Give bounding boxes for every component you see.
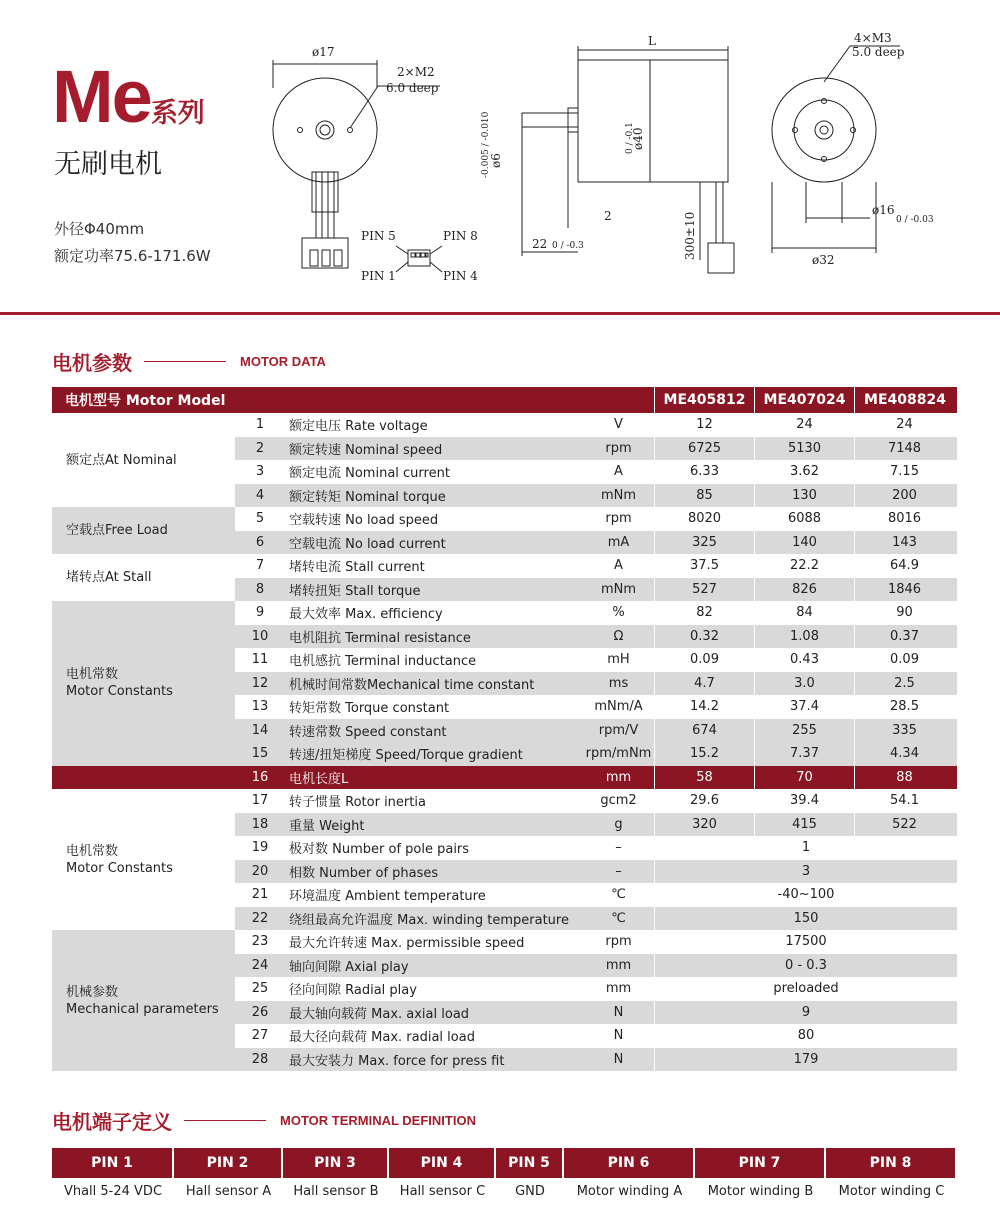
row-value: 88 <box>854 766 954 790</box>
row-parameter: 绕组最高允许温度 Max. winding temperature <box>289 912 569 928</box>
table-row <box>52 766 957 790</box>
row-value: 85 <box>654 484 754 508</box>
row-value: 82 <box>654 601 754 625</box>
row-value-shared: preloaded <box>654 977 957 1001</box>
shaft-tol-label: -0.005 / -0.010 <box>481 111 491 178</box>
table-row <box>235 695 957 719</box>
logo-main: Me <box>52 55 151 138</box>
row-value-shared: 3 <box>654 860 957 884</box>
row-value: 143 <box>854 531 954 555</box>
pin-label: PIN 7 <box>695 1148 826 1178</box>
pin-label: PIN 3 <box>283 1148 389 1178</box>
row-value: 0.37 <box>854 625 954 649</box>
rear-depth-label: 5.0 deep <box>852 45 905 59</box>
row-number: 11 <box>251 652 269 668</box>
table-header <box>52 387 957 413</box>
row-value: 8020 <box>654 507 754 531</box>
row-value: 0.43 <box>754 648 854 672</box>
row-unit: g <box>614 816 623 832</box>
row-value: 70 <box>754 766 854 790</box>
table-body <box>52 413 957 1071</box>
row-value: 415 <box>754 813 854 837</box>
row-parameter: 电机长度L <box>289 771 349 787</box>
row-value: 0.09 <box>854 648 954 672</box>
row-number: 19 <box>251 840 269 856</box>
pin-column <box>564 1148 695 1204</box>
row-number: 18 <box>251 816 269 832</box>
table-row <box>235 860 957 884</box>
row-value: 54.1 <box>854 789 954 813</box>
pin-column <box>283 1148 389 1204</box>
row-parameter: 最大轴向载荷 Max. axial load <box>289 1006 470 1022</box>
row-unit: gcm2 <box>600 793 637 809</box>
row-value: 37.4 <box>754 695 854 719</box>
pin-function: Hall sensor A <box>185 1183 272 1199</box>
row-value: 325 <box>654 531 754 555</box>
pin-label: PIN 1 <box>52 1148 174 1178</box>
row-value-shared: 0 - 0.3 <box>654 954 957 978</box>
row-parameter: 转速常数 Speed constant <box>289 724 447 740</box>
row-group-label: 额定点At Nominal <box>66 452 177 468</box>
row-group-label: 电机常数 Motor Constants <box>66 843 173 876</box>
pin-function: Hall sensor B <box>293 1183 379 1199</box>
row-number: 17 <box>251 793 269 809</box>
row-value: 200 <box>854 484 954 508</box>
row-parameter: 额定转速 Nominal speed <box>289 442 443 458</box>
pin5-label: PIN 5 <box>361 229 396 243</box>
pin-function: Vhall 5-24 VDC <box>63 1183 163 1199</box>
row-value: 6088 <box>754 507 854 531</box>
row-unit: rpm/mNm <box>585 746 652 762</box>
pin-function: Hall sensor C <box>399 1183 486 1199</box>
row-number: 16 <box>251 769 269 785</box>
row-number: 6 <box>255 534 265 550</box>
table-row <box>235 578 957 602</box>
rear-boss-tol-label: 0 / -0.03 <box>896 215 934 225</box>
logo-suffix: 系列 <box>150 98 205 129</box>
row-value-shared: 150 <box>654 907 957 931</box>
row-number: 3 <box>255 464 265 480</box>
row-number: 25 <box>251 981 269 997</box>
row-parameter: 机械时间常数Mechanical time constant <box>289 677 535 693</box>
motor-data-heading <box>52 347 326 376</box>
row-parameter: 最大允许转速 Max. permissible speed <box>289 936 525 952</box>
row-value: 527 <box>654 578 754 602</box>
pin-column <box>826 1148 957 1204</box>
shaft-dia-label: ø6 <box>489 153 503 168</box>
row-number: 24 <box>251 957 269 973</box>
row-unit: rpm <box>605 934 632 950</box>
row-parameter: 极对数 Number of pole pairs <box>289 842 470 858</box>
row-parameter: 转子惯量 Rotor inertia <box>289 795 426 811</box>
motor-data-title-en: MOTOR DATA <box>240 354 326 369</box>
row-parameter: 径向间隙 Radial play <box>289 983 417 999</box>
row-value: 1846 <box>854 578 954 602</box>
body-dia-label: ø40 <box>631 127 645 150</box>
pin1-label: PIN 1 <box>361 269 396 283</box>
heading-rule <box>184 1120 266 1121</box>
row-parameter: 最大效率 Max. efficiency <box>289 607 443 623</box>
pin-label: PIN 8 <box>826 1148 957 1178</box>
table-row <box>235 742 957 766</box>
row-value: 64.9 <box>854 554 954 578</box>
row-value: 22.2 <box>754 554 854 578</box>
row-unit: mNm/A <box>594 699 643 715</box>
row-value: 6.33 <box>654 460 754 484</box>
table-row <box>235 907 957 931</box>
row-group-label: 空载点Free Load <box>52 507 235 554</box>
row-parameter: 堵转电流 Stall current <box>289 560 425 576</box>
row-number: 15 <box>251 746 269 762</box>
pin-function: GND <box>515 1183 545 1199</box>
row-value: 24 <box>854 413 954 437</box>
motor-data-table <box>52 387 957 1071</box>
table-row <box>235 954 957 978</box>
row-number: 9 <box>255 605 265 621</box>
header <box>0 0 1000 312</box>
pin-column <box>496 1148 564 1204</box>
table-row <box>235 625 957 649</box>
row-value-shared: 17500 <box>654 930 957 954</box>
table-row <box>235 1001 957 1025</box>
row-value: 14.2 <box>654 695 754 719</box>
table-row <box>235 719 957 743</box>
pin-function: Motor winding C <box>838 1183 945 1199</box>
table-row <box>235 601 957 625</box>
row-value: 15.2 <box>654 742 754 766</box>
header-divider <box>0 312 1000 315</box>
table-row <box>235 930 957 954</box>
row-parameter: 转矩常数 Torque constant <box>289 701 450 717</box>
row-value: 4.7 <box>654 672 754 696</box>
row-unit: % <box>612 605 625 621</box>
row-unit: N <box>613 1051 624 1067</box>
pin-column <box>695 1148 826 1204</box>
row-number: 14 <box>251 722 269 738</box>
row-unit: ℃ <box>611 887 626 903</box>
row-unit: mm <box>605 769 632 785</box>
technical-drawing <box>260 28 960 298</box>
terminal-heading <box>52 1106 476 1135</box>
terminal-table <box>52 1148 957 1204</box>
row-value: 12 <box>654 413 754 437</box>
row-parameter: 转速/扭矩梯度 Speed/Torque gradient <box>289 748 523 764</box>
row-number: 7 <box>255 558 265 574</box>
row-value: 1.08 <box>754 625 854 649</box>
row-value: 8016 <box>854 507 954 531</box>
shaft-len-label: 22 <box>532 237 548 251</box>
row-unit: N <box>613 1028 624 1044</box>
pin-column <box>389 1148 496 1204</box>
row-value: 0.32 <box>654 625 754 649</box>
table-row <box>235 672 957 696</box>
rear-boss-label: ø16 <box>872 203 895 217</box>
row-value-shared: -40~100 <box>654 883 957 907</box>
row-value: 37.5 <box>654 554 754 578</box>
row-number: 2 <box>255 440 265 456</box>
side-view <box>522 46 734 273</box>
spec-diameter: 外径Φ40mm <box>54 220 145 238</box>
row-number: 13 <box>251 699 269 715</box>
table-row <box>235 648 957 672</box>
row-unit: mA <box>607 534 630 550</box>
table-row <box>235 883 957 907</box>
row-parameter: 额定电流 Nominal current <box>289 466 450 482</box>
model-col-1: ME405812 <box>654 387 754 413</box>
body-tol-label: 0 / -0.1 <box>625 122 635 154</box>
row-parameter: 环境温度 Ambient temperature <box>289 889 486 905</box>
row-number: 23 <box>251 934 269 950</box>
row-value: 255 <box>754 719 854 743</box>
table-row <box>235 977 957 1001</box>
row-value: 4.34 <box>854 742 954 766</box>
terminal-title-cn: 电机端子定义 <box>52 1110 172 1134</box>
row-number: 22 <box>251 910 269 926</box>
series-logo <box>52 55 205 138</box>
row-unit: rpm <box>605 511 632 527</box>
row-number: 1 <box>255 417 265 433</box>
table-row <box>235 813 957 837</box>
row-unit: V <box>614 417 623 433</box>
row-value: 39.4 <box>754 789 854 813</box>
row-unit: mNm <box>600 581 637 597</box>
rear-pcd-label: ø32 <box>812 253 835 267</box>
row-value: 58 <box>654 766 754 790</box>
row-value: 826 <box>754 578 854 602</box>
row-parameter: 堵转扭矩 Stall torque <box>289 583 421 599</box>
model-col-3: ME408824 <box>854 387 955 413</box>
row-parameter: 电机阻抗 Terminal resistance <box>289 630 471 646</box>
row-value: 6725 <box>654 437 754 461</box>
row-unit: ℃ <box>611 910 626 926</box>
pin-label: PIN 2 <box>174 1148 283 1178</box>
row-value: 2.5 <box>854 672 954 696</box>
table-row <box>235 437 957 461</box>
rear-holes-label: 4×M3 <box>854 31 892 45</box>
pin-label: PIN 5 <box>496 1148 564 1178</box>
table-row <box>235 460 957 484</box>
row-number: 26 <box>251 1004 269 1020</box>
pin-label: PIN 4 <box>389 1148 496 1178</box>
row-value: 24 <box>754 413 854 437</box>
table-row <box>235 836 957 860</box>
row-number: 10 <box>251 628 269 644</box>
row-number: 8 <box>255 581 265 597</box>
row-value: 335 <box>854 719 954 743</box>
row-value-shared: 1 <box>654 836 957 860</box>
row-value-shared: 80 <box>654 1024 957 1048</box>
row-number: 27 <box>251 1028 269 1044</box>
model-header-label: 电机型号 Motor Model <box>65 393 226 409</box>
pin-column <box>174 1148 283 1204</box>
row-parameter: 空载转速 No load speed <box>289 513 439 529</box>
row-value-shared: 179 <box>654 1048 957 1072</box>
row-number: 21 <box>251 887 269 903</box>
row-unit: mH <box>607 652 630 668</box>
row-number: 12 <box>251 675 269 691</box>
length-label: L <box>648 34 656 48</box>
row-unit: – <box>615 863 622 879</box>
row-value: 28.5 <box>854 695 954 719</box>
heading-rule <box>144 361 226 362</box>
front-holes-label: 2×M2 <box>397 65 435 79</box>
front-depth-label: 6.0 deep <box>386 81 439 95</box>
row-parameter: 相数 Number of phases <box>289 865 439 881</box>
row-parameter: 额定电压 Rate voltage <box>289 419 428 435</box>
row-parameter: 最大安装力 Max. force for press fit <box>289 1053 505 1069</box>
spec-power: 额定功率75.6-171.6W <box>54 247 211 265</box>
row-number: 5 <box>255 511 265 527</box>
table-row <box>235 507 957 531</box>
row-unit: A <box>614 558 623 574</box>
row-unit: – <box>615 840 622 856</box>
row-value: 674 <box>654 719 754 743</box>
row-group-label: 电机常数 Motor Constants <box>52 601 235 766</box>
row-value: 7148 <box>854 437 954 461</box>
table-row <box>235 484 957 508</box>
product-subtitle: 无刷电机 <box>54 149 162 180</box>
row-value: 3.62 <box>754 460 854 484</box>
terminal-title-en: MOTOR TERMINAL DEFINITION <box>280 1113 476 1128</box>
row-parameter: 电机感抗 Terminal inductance <box>289 654 477 670</box>
row-number: 4 <box>255 487 265 503</box>
row-value: 5130 <box>754 437 854 461</box>
row-parameter: 轴向间隙 Axial play <box>289 959 409 975</box>
pin-label: PIN 6 <box>564 1148 695 1178</box>
row-value: 3.0 <box>754 672 854 696</box>
lead-len-label: 300±10 <box>683 211 697 260</box>
row-value: 7.15 <box>854 460 954 484</box>
row-value: 140 <box>754 531 854 555</box>
table-row <box>235 531 957 555</box>
row-value: 90 <box>854 601 954 625</box>
row-unit: mNm <box>600 487 637 503</box>
row-number: 28 <box>251 1051 269 1067</box>
shaft-len-tol-label: 0 / -0.3 <box>552 241 584 251</box>
row-unit: ms <box>608 675 629 691</box>
row-parameter: 额定转矩 Nominal torque <box>289 489 446 505</box>
model-col-2: ME407024 <box>754 387 854 413</box>
rear-view <box>772 46 900 253</box>
table-row <box>235 789 957 813</box>
row-parameter: 最大径向载荷 Max. radial load <box>289 1030 475 1046</box>
row-value-shared: 9 <box>654 1001 957 1025</box>
row-value: 0.09 <box>654 648 754 672</box>
pin8-label: PIN 8 <box>443 229 478 243</box>
row-number: 20 <box>251 863 269 879</box>
pin-column <box>52 1148 174 1204</box>
motor-data-title-cn: 电机参数 <box>52 351 132 375</box>
row-parameter: 重量 Weight <box>289 818 365 834</box>
table-row <box>235 413 957 437</box>
pin-function: Motor winding B <box>707 1183 814 1199</box>
row-value: 130 <box>754 484 854 508</box>
row-value: 7.37 <box>754 742 854 766</box>
row-parameter: 空载电流 No load current <box>289 536 446 552</box>
front-dia-label: ø17 <box>312 45 335 59</box>
step-label: 2 <box>604 209 612 223</box>
row-value: 320 <box>654 813 754 837</box>
row-unit: rpm/V <box>598 722 639 738</box>
row-unit: rpm <box>605 440 632 456</box>
row-unit: A <box>614 464 623 480</box>
table-row <box>235 554 957 578</box>
table-row <box>235 1048 957 1072</box>
row-unit: mm <box>605 981 632 997</box>
row-value: 84 <box>754 601 854 625</box>
row-group-label: 堵转点At Stall <box>66 570 152 585</box>
pin4-label: PIN 4 <box>443 269 478 283</box>
row-unit: N <box>613 1004 624 1020</box>
table-row <box>235 1024 957 1048</box>
row-unit: Ω <box>613 628 624 644</box>
row-unit: mm <box>605 957 632 973</box>
pin-function: Motor winding A <box>576 1183 683 1199</box>
row-value: 29.6 <box>654 789 754 813</box>
row-value: 522 <box>854 813 954 837</box>
row-group-label: 机械参数 Mechanical parameters <box>52 930 235 1071</box>
